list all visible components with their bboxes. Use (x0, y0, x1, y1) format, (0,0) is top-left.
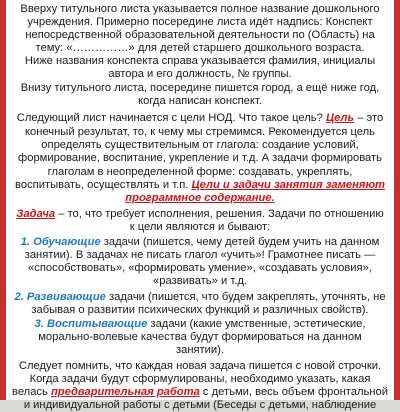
text-segment: и индивидуальной работы с детьми (Беседы с детьми, наблюдение (23, 399, 377, 411)
text-segment: Когда задачи будут сформулированы, необходимо указать, какая (29, 373, 371, 385)
text-segment: Внизу титульного листа, посередине пишется город, а ещё ниже год, (20, 82, 380, 94)
text-line (12, 126, 388, 139)
text-segment: тему: «……………» для детей старшего дошкольного возраста. (35, 42, 365, 54)
text-line (12, 55, 388, 68)
text-segment: задачи (пишется, что будем закреплять, уточнять, не (105, 291, 386, 303)
text-segment: когда написан конспект. (138, 95, 262, 107)
text-segment: учреждения. Примерно посередине листа идёт надпись: Конспект (27, 16, 373, 28)
text-segment: морально-волевые качества будут формироваться на данном (38, 331, 362, 343)
text-line (12, 236, 388, 249)
text-segment: занятии). (175, 344, 225, 356)
text-segment: Следует помнить, что каждая новая задача пишется с новой строчки. (18, 360, 382, 372)
text-segment: задачи (пишется, чему детей будем учить на данном (100, 236, 380, 248)
text-line (12, 344, 388, 357)
text-line (12, 318, 388, 331)
text-segment: глаголам в неопределенной форме: создавать, укреплять, (47, 166, 353, 178)
text-line (12, 221, 388, 234)
text-line (12, 139, 388, 152)
text-line (12, 331, 388, 344)
text-line (12, 112, 388, 125)
text-line (12, 29, 388, 42)
text-line (12, 208, 388, 221)
text-segment: формирование, воспитание, укрепление и т.д. А задачи формировать (18, 152, 382, 164)
highlighted-term: Цели и задачи занятия заменяют (191, 179, 385, 191)
text-line (12, 68, 388, 81)
text-line (12, 95, 388, 108)
highlighted-term: Цель (325, 112, 355, 124)
text-segment: к цели являются и бывают: (129, 221, 271, 233)
text-line (12, 249, 388, 262)
text-segment: – это (354, 112, 384, 124)
text-line (12, 386, 388, 399)
task-type-label: 1. Обучающие (20, 236, 101, 248)
text-segment: «способствовать», «формировать умение», «создавать условия», (28, 262, 372, 274)
text-segment: Следующий лист начинается с цели НОД. Что такое цель? (16, 112, 326, 124)
text-line (12, 304, 388, 317)
text-segment: «развивать» и т.д. (153, 275, 247, 287)
text-line (12, 275, 388, 288)
text-line (12, 360, 388, 373)
text-line (12, 3, 388, 16)
text-segment: Ниже названия конспекта справа указывается фамилия, инициалы (24, 55, 376, 67)
text-line (12, 16, 388, 29)
text-segment: занятии). В задачах не писать глагол «учить»! Грамотнее писать — (24, 249, 376, 261)
text-segment: задачи (какие умственные, эстетические, (147, 318, 366, 330)
text-line (12, 192, 388, 205)
text-line (12, 152, 388, 165)
text-segment: велась (12, 386, 51, 398)
text-segment: Вверху титульного листа указывается полное название дошкольного (20, 3, 380, 15)
text-segment: непосредственной образовательной деятельности по (Область) на (25, 29, 375, 41)
text-segment: воспитывать, осуществлять и т.п. (15, 179, 192, 191)
text-line (12, 42, 388, 55)
text-segment: определять существительным от глагола: создание условий, (41, 139, 359, 151)
task-type-label: 2. Развивающие (14, 291, 106, 303)
text-line (12, 166, 388, 179)
text-line (12, 82, 388, 95)
text-line (12, 373, 388, 386)
text-segment: с детьми, весь объем фронтальной (199, 386, 389, 398)
text-line (12, 262, 388, 275)
highlighted-term: предварительная работа (50, 386, 200, 398)
task-type-label: 3. Воспитывающие (34, 318, 148, 330)
text-segment: автора и его должность, № группы. (108, 68, 292, 80)
text-line (12, 399, 388, 412)
document-sheet (6, 0, 394, 411)
highlighted-term: Задача (16, 208, 56, 220)
text-segment: – то, что требует исполнения, решения. Задачи по отношению (55, 208, 384, 220)
text-line (12, 291, 388, 304)
text-line (12, 179, 388, 192)
text-segment: конечный результат, то, к чему мы стремимся. Рекомендуется цель (25, 126, 375, 138)
highlighted-term: программное содержание. (125, 192, 275, 204)
text-segment: забывая о развитии психических функций и различных свойств). (31, 304, 369, 316)
